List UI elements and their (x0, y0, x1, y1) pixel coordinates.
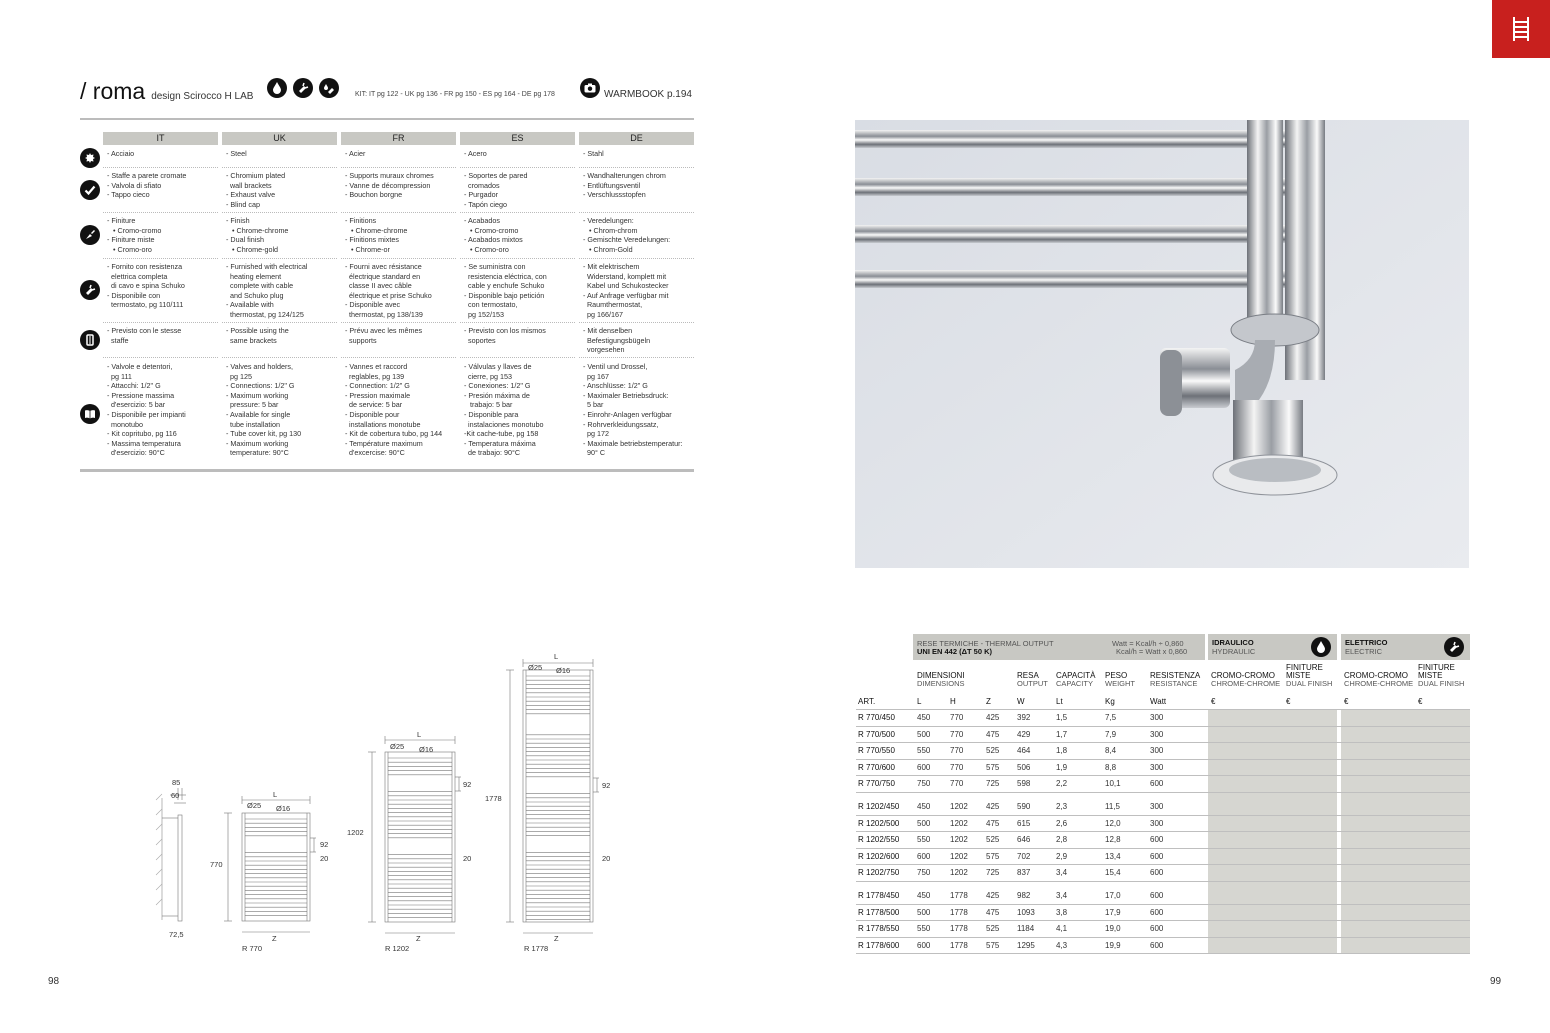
lang-cell-it: - Staffe a parete cromate - Valvola di sfiato - Tappo cieco (107, 171, 187, 200)
table-cell: 506 (1017, 762, 1031, 772)
row-separator (222, 212, 337, 213)
svg-text:R 770: R 770 (242, 944, 263, 953)
row-divider (856, 937, 1470, 938)
col-resistance: RESISTENZA RESISTANCE (1150, 671, 1201, 688)
check-icon (80, 180, 100, 200)
col-hyd-dual: FINITURE MISTE DUAL FINISH (1286, 663, 1333, 688)
table-cell: 837 (1017, 868, 1031, 877)
lang-cell-de: - Wandhalterungen chrom - Entlüftungsventil - Verschlussstopfen (583, 171, 666, 200)
article-code: R 770/750 (858, 779, 895, 788)
unit-label: Kg (1105, 697, 1115, 706)
article-code: R 770/600 (858, 762, 895, 772)
row-divider (856, 920, 1470, 921)
dual-energy-icon (319, 78, 339, 98)
table-cell: 1778 (950, 907, 968, 917)
svg-text:R 1202: R 1202 (385, 944, 410, 953)
table-cell: 429 (1017, 729, 1031, 739)
product-title: / roma (80, 78, 146, 104)
unit-label: L (917, 697, 922, 706)
svg-text:Ø25: Ø25 (247, 801, 262, 810)
table-cell: 2,2 (1056, 779, 1068, 788)
unit-label: € (1286, 697, 1291, 706)
row-separator (341, 167, 456, 168)
svg-text:L: L (417, 730, 422, 739)
section-tab[interactable] (1492, 0, 1550, 58)
electric-header: ELETTRICO ELECTRIC (1341, 634, 1470, 660)
table-cell: 7,5 (1105, 713, 1117, 722)
table-cell: 600 (917, 762, 931, 772)
table-cell: 550 (917, 924, 931, 933)
table-cell: 300 (1150, 802, 1164, 811)
lang-cell-fr: - Vannes et raccord reglables, pg 139 - Connection: 1/2" G - Pression maximale de service: 5 bar - Disponible pour installations monotube - Kit de cobertura tubo, pg 144 - Température maximum d'excercise: 90°C (345, 362, 443, 458)
table-cell: 3,8 (1056, 907, 1068, 917)
lang-cell-de: - Ventil und Drossel, pg 167 - Anschlüsse: 1/2" G - Maximaler Betriebsdruck: 5 bar - Einrohr-Anlagen verfügbar - Rohrverkleidungssatz, pg 172 - Maximale betriebstemperatur: 90° C (583, 362, 683, 458)
lang-cell-es: - Previsto con los mismos soportes (464, 326, 546, 345)
row-divider (856, 742, 1470, 743)
row-separator (460, 322, 575, 323)
table-cell: 598 (1017, 779, 1031, 788)
table-cell: 425 (986, 802, 1000, 811)
camera-icon (580, 78, 600, 98)
lang-cell-fr: - Supports muraux chromes - Vanne de décompression - Bouchon borgne (345, 171, 434, 200)
article-code: R 1778/600 (858, 940, 900, 950)
article-code: R 1202/750 (858, 868, 900, 877)
row-separator (222, 258, 337, 259)
row-separator (341, 322, 456, 323)
table-cell: 17,0 (1105, 891, 1121, 900)
row-separator (103, 167, 218, 168)
table-cell: 425 (986, 713, 1000, 722)
svg-text:Ø16: Ø16 (556, 666, 571, 675)
lang-cell-it: - Fornito con resistenza elettrica completa di cavo e spina Schuko - Disponibile con termostato, pg 110/111 (107, 262, 185, 310)
table-cell: 450 (917, 891, 931, 900)
table-cell: 702 (1017, 851, 1031, 861)
table-cell: 725 (986, 779, 1000, 788)
row-separator (103, 322, 218, 323)
lang-cell-es: - Se suministra con resistencia eléctrica, con cable y enchufe Schuko - Disponible bajo petición con termostato, pg 152/153 (464, 262, 547, 319)
table-cell: 450 (917, 802, 931, 811)
lang-cell-uk: - Steel (226, 149, 247, 158)
svg-text:R 1778: R 1778 (524, 944, 549, 953)
page-number-right: 99 (1490, 976, 1502, 987)
kit-references: KIT: IT pg 122 - UK pg 136 - FR pg 150 - ES pg 164 - DE pg 178 (355, 91, 555, 98)
table-cell: 550 (917, 746, 931, 755)
table-cell: 19,0 (1105, 924, 1121, 933)
lang-cell-it: - Valvole e detentori, pg 111 - Attacchi: 1/2" G - Pressione massima d'esercizio: 5 bar - Disponibile per impianti monotubo - Kit copritubo, pg 116 - Massima temperatura d'esercizio: 90°C (107, 362, 186, 458)
table-cell: 982 (1017, 891, 1031, 900)
unit-label: € (1418, 697, 1423, 706)
svg-text:Ø25: Ø25 (528, 663, 543, 672)
row-separator (460, 357, 575, 358)
row-separator (341, 258, 456, 259)
table-cell: 600 (1150, 779, 1164, 788)
article-code: R 1202/550 (858, 835, 900, 844)
table-cell: 615 (1017, 818, 1031, 828)
table-cell: 392 (1017, 713, 1031, 722)
row-separator (222, 322, 337, 323)
table-cell: 1778 (950, 891, 968, 900)
unit-label: Z (986, 697, 991, 706)
unit-label: H (950, 697, 956, 706)
divider (80, 469, 694, 472)
table-cell: 475 (986, 729, 1000, 739)
unit-label: Lt (1056, 697, 1063, 706)
table-cell: 646 (1017, 835, 1031, 844)
table-cell: 3,4 (1056, 868, 1068, 877)
table-cell: 1,5 (1056, 713, 1068, 722)
article-code: R 1778/550 (858, 924, 900, 933)
technical-drawings (140, 640, 660, 960)
row-separator (579, 357, 694, 358)
row-divider (856, 881, 1470, 882)
table-cell: 12,8 (1105, 835, 1121, 844)
table-cell: 3,4 (1056, 891, 1068, 900)
table-cell: 600 (1150, 868, 1164, 877)
finish-icon (80, 225, 100, 245)
row-separator (460, 258, 575, 259)
svg-text:Z: Z (554, 934, 559, 943)
row-separator (579, 258, 694, 259)
page-number-left: 98 (48, 976, 60, 987)
table-cell: 1093 (1017, 907, 1035, 917)
svg-text:60: 60 (171, 791, 180, 800)
table-cell: 17,9 (1105, 907, 1121, 917)
table-cell: 500 (917, 818, 931, 828)
table-cell: 1184 (1017, 924, 1035, 933)
table-cell: 2,3 (1056, 802, 1068, 811)
water-drop-icon (267, 78, 287, 98)
svg-text:Ø16: Ø16 (276, 804, 291, 813)
table-cell: 770 (950, 713, 964, 722)
lang-cell-es: - Acero (464, 149, 487, 158)
table-cell: 300 (1150, 818, 1164, 828)
svg-text:20: 20 (320, 854, 329, 863)
table-cell: 1202 (950, 835, 968, 844)
lang-header-de: DE (579, 132, 694, 145)
lang-cell-uk: - Finish • Chrome-chrome - Dual finish • Chrome-gold (226, 216, 289, 254)
table-cell: 500 (917, 729, 931, 739)
svg-text:92: 92 (320, 840, 329, 849)
table-cell: 1778 (950, 940, 968, 950)
product-designer: design Scirocco H LAB (151, 91, 254, 102)
table-cell: 750 (917, 779, 931, 788)
lang-cell-de: - Mit elektrischem Widerstand, komplett mit Kabel und Schukostecker - Auf Anfrage verfügbar mit Raumthermostat, pg 166/167 (583, 262, 669, 319)
table-cell: 1295 (1017, 940, 1035, 950)
product-title-row (80, 78, 253, 108)
electric-plug-icon (293, 78, 313, 98)
unit-label: ART. (858, 697, 876, 706)
header-icons (267, 78, 339, 98)
table-cell: 2,9 (1056, 851, 1068, 861)
unit-label: W (1017, 697, 1025, 706)
col-ele-chrome: CROMO-CROMO CHROME-CHROME (1344, 671, 1414, 688)
side-view-drawing (156, 788, 186, 921)
lang-cell-es: - Soportes de pared cromados - Purgador - Tapón ciego (464, 171, 528, 209)
divider (80, 118, 694, 120)
lang-cell-de: - Veredelungen: • Chrom-chrom - Gemischte Veredelungen: • Chrom-Gold (583, 216, 671, 254)
svg-text:Z: Z (416, 934, 421, 943)
row-divider (856, 815, 1470, 816)
table-cell: 15,4 (1105, 868, 1121, 877)
table-cell: 600 (1150, 907, 1164, 917)
table-cell: 8,4 (1105, 746, 1117, 755)
table-cell: 1,8 (1056, 746, 1068, 755)
table-cell: 7,9 (1105, 729, 1117, 739)
row-divider (856, 864, 1470, 865)
svg-text:Ø16: Ø16 (419, 745, 434, 754)
table-cell: 770 (950, 729, 964, 739)
article-code: R 770/550 (858, 746, 895, 755)
row-divider (856, 904, 1470, 905)
table-cell: 1,7 (1056, 729, 1068, 739)
unit-label: € (1344, 697, 1349, 706)
article-code: R 1778/500 (858, 907, 900, 917)
radiator-icon (1510, 16, 1532, 42)
product-photo (855, 120, 1469, 568)
row-separator (460, 167, 575, 168)
svg-text:Z: Z (272, 934, 277, 943)
table-cell: 770 (950, 762, 964, 772)
svg-text:L: L (554, 652, 559, 661)
thermal-output-header: RESE TERMICHE - THERMAL OUTPUT UNI EN 442 (ΔT 50 K) Watt = Kcal/h ÷ 0,860 Kcal/h = Watt x 0,860 (913, 634, 1205, 660)
row-separator (222, 167, 337, 168)
article-code: R 770/450 (858, 713, 895, 722)
material-icon (80, 148, 100, 168)
table-cell: 770 (950, 746, 964, 755)
svg-text:1202: 1202 (347, 828, 364, 837)
svg-text:770: 770 (210, 860, 223, 869)
col-hyd-chrome: CROMO-CROMO CHROME-CHROME (1211, 671, 1281, 688)
table-cell: 2,6 (1056, 818, 1068, 828)
row-divider (856, 759, 1470, 760)
table-cell: 300 (1150, 762, 1164, 772)
lang-cell-fr: - Acier (345, 149, 366, 158)
svg-text:92: 92 (602, 781, 611, 790)
table-cell: 1202 (950, 818, 968, 828)
row-separator (103, 212, 218, 213)
article-code: R 770/500 (858, 729, 895, 739)
row-divider (856, 775, 1470, 776)
row-separator (341, 357, 456, 358)
table-cell: 600 (1150, 924, 1164, 933)
row-separator (222, 357, 337, 358)
row-separator (579, 212, 694, 213)
lang-cell-es: - Acabados • Cromo-cromo - Acabados mixtos • Cromo-oro (464, 216, 523, 254)
svg-text:L: L (273, 790, 278, 799)
unit-label: € (1211, 697, 1216, 706)
lang-cell-uk: - Chromium plated wall brackets - Exhaust valve - Blind cap (226, 171, 286, 209)
table-cell: 300 (1150, 729, 1164, 739)
table-cell: 525 (986, 746, 1000, 755)
svg-text:92: 92 (463, 780, 472, 789)
lang-cell-es: - Válvulas y llaves de cierre, pg 153 - Conexiones: 1/2" G - Presión máxima de trabajo: 5 bar - Disponible para instalaciones monotubo -Kit cache-tube, pg 158 - Temperatura máxima de trabajo: 90°C (464, 362, 544, 458)
table-cell: 1202 (950, 851, 968, 861)
table-cell: 1778 (950, 924, 968, 933)
row-separator (579, 322, 694, 323)
lang-cell-uk: - Valves and holders, pg 125 - Connections: 1/2" G - Maximum working pressure: 5 bar - Available for single tube installation - Tube cover kit, pg 130 - Maximum working temperature: 90°C (226, 362, 302, 458)
table-cell: 300 (1150, 746, 1164, 755)
row-divider (856, 848, 1470, 849)
lang-header-fr: FR (341, 132, 456, 145)
table-cell: 590 (1017, 802, 1031, 811)
table-cell: 525 (986, 835, 1000, 844)
table-cell: 1202 (950, 868, 968, 877)
table-cell: 1,9 (1056, 762, 1068, 772)
lang-cell-it: - Previsto con le stesse staffe (107, 326, 182, 345)
table-cell: 425 (986, 891, 1000, 900)
table-cell: 575 (986, 940, 1000, 950)
row-divider (856, 709, 1470, 710)
table-cell: 10,1 (1105, 779, 1121, 788)
table-cell: 2,8 (1056, 835, 1068, 844)
lang-cell-it: - Finiture • Cromo-cromo - Finiture miste • Cromo-oro (107, 216, 162, 254)
table-cell: 575 (986, 762, 1000, 772)
table-cell: 500 (917, 907, 931, 917)
lang-cell-it: - Acciaio (107, 149, 135, 158)
table-cell: 450 (917, 713, 931, 722)
table-cell: 600 (917, 940, 931, 950)
table-cell: 725 (986, 868, 1000, 877)
row-separator (103, 258, 218, 259)
table-cell: 4,3 (1056, 940, 1068, 950)
table-cell: 11,5 (1105, 802, 1120, 811)
svg-text:Ø25: Ø25 (390, 742, 405, 751)
row-divider (856, 831, 1470, 832)
row-divider (856, 792, 1470, 793)
article-code: R 1202/600 (858, 851, 900, 861)
row-separator (579, 167, 694, 168)
lang-cell-fr: - Finitions • Chrome-chrome - Finitions mixtes • Chrome-or (345, 216, 408, 254)
table-cell: 600 (1150, 891, 1164, 900)
svg-text:20: 20 (463, 854, 472, 863)
table-cell: 575 (986, 851, 1000, 861)
table-cell: 19,9 (1105, 940, 1121, 950)
table-cell: 600 (917, 851, 931, 861)
lang-cell-de: - Mit denselben Befestigungsbügeln vorgesehen (583, 326, 651, 355)
lang-cell-uk: - Possible using the same brackets (226, 326, 289, 345)
lang-cell-fr: - Prévu avec les mêmes supports (345, 326, 423, 345)
table-cell: 464 (1017, 746, 1031, 755)
lang-header-it: IT (103, 132, 218, 145)
col-weight: PESO WEIGHT (1105, 671, 1135, 688)
table-cell: 550 (917, 835, 931, 844)
svg-text:20: 20 (602, 854, 611, 863)
row-separator (103, 357, 218, 358)
lang-cell-de: - Stahl (583, 149, 604, 158)
col-dimensions: DIMENSIONI DIMENSIONS (917, 671, 965, 688)
lang-cell-uk: - Furnished with electrical heating element complete with cable and Schuko plug - Available with thermostat, pg 124/125 (226, 262, 308, 319)
table-cell: 600 (1150, 940, 1164, 950)
table-cell: 475 (986, 818, 1000, 828)
table-cell: 600 (1150, 851, 1164, 861)
article-code: R 1202/450 (858, 802, 900, 811)
col-ele-dual: FINITURE MISTE DUAL FINISH (1418, 663, 1465, 688)
svg-text:72,5: 72,5 (169, 930, 184, 939)
table-cell: 8,8 (1105, 762, 1117, 772)
table-cell: 770 (950, 779, 964, 788)
lang-cell-fr: - Fourni avec résistance électrique standard en classe II avec câble électrique et prise Schuko - Disponible avec thermostat, pg 138/139 (345, 262, 432, 319)
col-output: RESA OUTPUT (1017, 671, 1048, 688)
row-separator (341, 212, 456, 213)
svg-text:85: 85 (172, 778, 181, 787)
electric-plug-icon (1444, 637, 1464, 657)
col-capacity: CAPACITÀ CAPACITY (1056, 671, 1096, 688)
table-cell: 475 (986, 907, 1000, 917)
row-divider (856, 953, 1470, 954)
lang-header-es: ES (460, 132, 575, 145)
water-drop-icon (1311, 637, 1331, 657)
warmbook-reference: WARMBOOK p.194 (604, 89, 692, 100)
book-icon (80, 404, 100, 424)
svg-text:1778: 1778 (485, 794, 502, 803)
table-cell: 300 (1150, 713, 1164, 722)
row-divider (856, 726, 1470, 727)
electric-icon (80, 280, 100, 300)
hydraulic-header: IDRAULICO HYDRAULIC (1208, 634, 1337, 660)
lang-header-uk: UK (222, 132, 337, 145)
table-cell: 4,1 (1056, 924, 1068, 933)
table-cell: 12,0 (1105, 818, 1121, 828)
bracket-icon (80, 330, 100, 350)
row-separator (460, 212, 575, 213)
table-cell: 1202 (950, 802, 968, 811)
table-cell: 600 (1150, 835, 1164, 844)
unit-label: Watt (1150, 697, 1167, 706)
article-code: R 1778/450 (858, 891, 900, 900)
table-cell: 525 (986, 924, 1000, 933)
table-cell: 13,4 (1105, 851, 1121, 861)
table-cell: 750 (917, 868, 931, 877)
article-code: R 1202/500 (858, 818, 900, 828)
